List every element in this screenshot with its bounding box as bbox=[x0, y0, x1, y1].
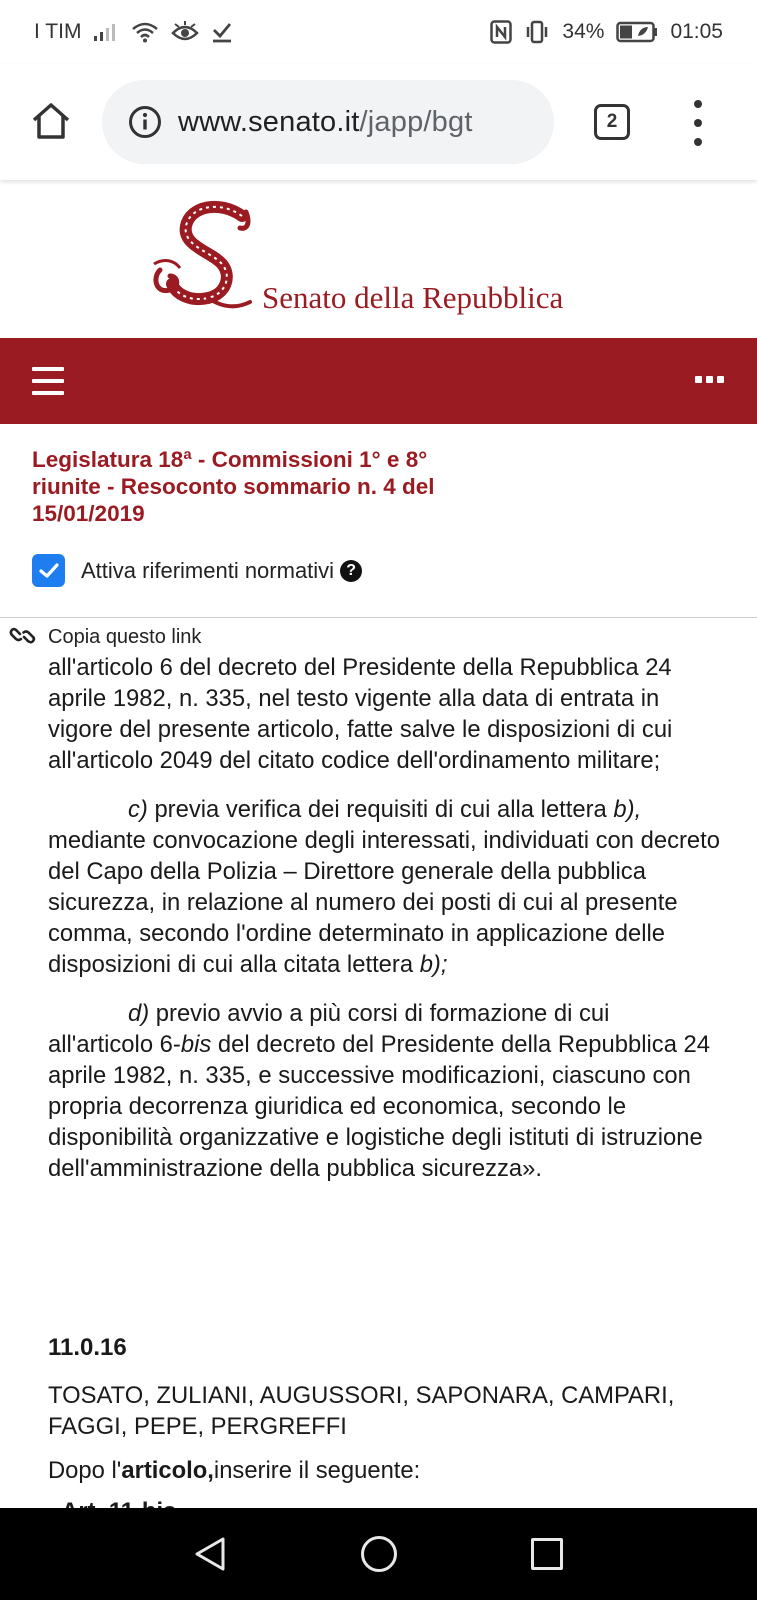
instruction-bold: articolo, bbox=[121, 1457, 214, 1484]
paragraph-d-text-a: previo avvio a più corsi di formazione di cui all'articolo 6- bbox=[48, 1000, 610, 1058]
amendment-instruction bbox=[48, 1455, 420, 1486]
wifi-icon bbox=[131, 21, 159, 43]
home-circle-icon[interactable] bbox=[361, 1536, 397, 1572]
letter-ref: b); bbox=[419, 951, 448, 978]
instruction-text-a: Dopo l' bbox=[48, 1457, 122, 1484]
paragraph: all'articolo 6 del decreto del Presidente della Repubblica 24 aprile 1982, n. 335, nel testo vigente alla data di entrata in vigore del presente articolo, fatte salve le disposizioni di cui all'articolo 2049 del citato codice dell'ordinamento militare; bbox=[48, 654, 673, 774]
amendment-code: 11.0.16 bbox=[48, 1334, 127, 1361]
url-domain: www.senato.it bbox=[178, 105, 360, 138]
site-nav-bar bbox=[0, 338, 757, 424]
paragraph-c-text-a: previa verifica dei requisiti di cui alla lettera bbox=[147, 796, 614, 823]
document-body bbox=[48, 652, 720, 1184]
site-header bbox=[0, 180, 757, 338]
browser-toolbar bbox=[0, 64, 757, 180]
letter-c: c) bbox=[128, 796, 148, 823]
info-icon[interactable] bbox=[128, 105, 162, 139]
divider bbox=[0, 617, 757, 618]
more-dot bbox=[717, 376, 724, 383]
normative-references-toggle[interactable] bbox=[32, 554, 362, 587]
status-left bbox=[34, 20, 233, 44]
url-path: /japp/bgt bbox=[359, 105, 473, 138]
more-dot bbox=[695, 376, 702, 383]
letter-d: d) bbox=[128, 1000, 150, 1027]
site-name[interactable]: Senato della Repubblica bbox=[262, 280, 564, 315]
senato-logo-icon[interactable] bbox=[150, 198, 265, 318]
menu-dot-icon bbox=[694, 119, 702, 127]
paragraph-d bbox=[48, 998, 720, 1184]
more-options-icon[interactable] bbox=[695, 376, 724, 383]
hamburger-line bbox=[32, 391, 64, 395]
battery-percent: 34% bbox=[562, 20, 605, 43]
copy-link-label: Copia questo link bbox=[48, 626, 202, 648]
cutoff-text bbox=[48, 1496, 183, 1508]
system-nav-bar bbox=[0, 1508, 757, 1600]
address-bar[interactable] bbox=[102, 80, 554, 164]
browser-menu-button[interactable] bbox=[682, 100, 714, 146]
carrier-label: I TIM bbox=[34, 20, 82, 43]
page-title: Legislatura 18ª - Commissioni 1° e 8° riunite - Resoconto sommario n. 4 del 15/01/2019 bbox=[32, 447, 435, 526]
copy-link[interactable] bbox=[10, 626, 201, 649]
clock: 01:05 bbox=[670, 20, 723, 43]
paragraph-c bbox=[48, 794, 720, 980]
paragraph-c-text-b: mediante convocazione degli interessati, individuati con decreto del Capo della Polizia – Direttore generale della pubblica sicurezza, in relazione al numero dei posti di cui al presente comma, secondo l'ordine determinato in applicazione delle disposizioni di cui alla citata lettera bbox=[48, 827, 721, 978]
home-icon bbox=[30, 101, 72, 141]
checkbox-checked-icon[interactable] bbox=[32, 554, 65, 587]
signal-icon bbox=[93, 22, 119, 42]
home-button[interactable] bbox=[28, 98, 74, 144]
status-right bbox=[490, 20, 723, 44]
link-icon bbox=[10, 628, 36, 648]
nfc-icon bbox=[490, 20, 512, 44]
vibrate-icon bbox=[524, 20, 550, 44]
tab-switcher-button[interactable] bbox=[594, 104, 630, 140]
help-icon[interactable]: ? bbox=[340, 560, 362, 582]
menu-dot-icon bbox=[694, 100, 702, 108]
eye-icon bbox=[171, 21, 199, 43]
hamburger-line bbox=[32, 367, 64, 371]
amendment-authors: TOSATO, ZULIANI, AUGUSSORI, SAPONARA, CAMPARI, FAGGI, PEPE, PERGREFFI bbox=[48, 1382, 675, 1440]
battery-icon bbox=[616, 21, 658, 43]
paragraph-d-text-b: del decreto del Presidente della Repubblica 24 aprile 1982, n. 335, e successive modificazioni, ciascuno con propria decorrenza giuridica ed economica, secondo le disponibilità organizzative e logistiche degli istituti di istruzione dell'amministrazione della pubblica sicurezza». bbox=[48, 1031, 711, 1182]
url-text bbox=[178, 106, 473, 139]
status-bar bbox=[0, 0, 757, 64]
instruction-text-b: inserire il seguente: bbox=[213, 1457, 421, 1484]
letter-ref: b), bbox=[613, 796, 642, 823]
bis-text: bis bbox=[180, 1031, 212, 1058]
hamburger-line bbox=[32, 379, 64, 383]
recent-apps-icon[interactable] bbox=[531, 1538, 563, 1570]
download-done-icon bbox=[211, 21, 233, 43]
menu-dot-icon bbox=[694, 138, 702, 146]
back-icon[interactable] bbox=[193, 1536, 227, 1572]
hamburger-menu-icon[interactable] bbox=[32, 367, 64, 395]
tab-count: 2 bbox=[606, 111, 618, 132]
checkbox-label: Attiva riferimenti normativi bbox=[81, 557, 335, 583]
more-dot bbox=[706, 376, 713, 383]
